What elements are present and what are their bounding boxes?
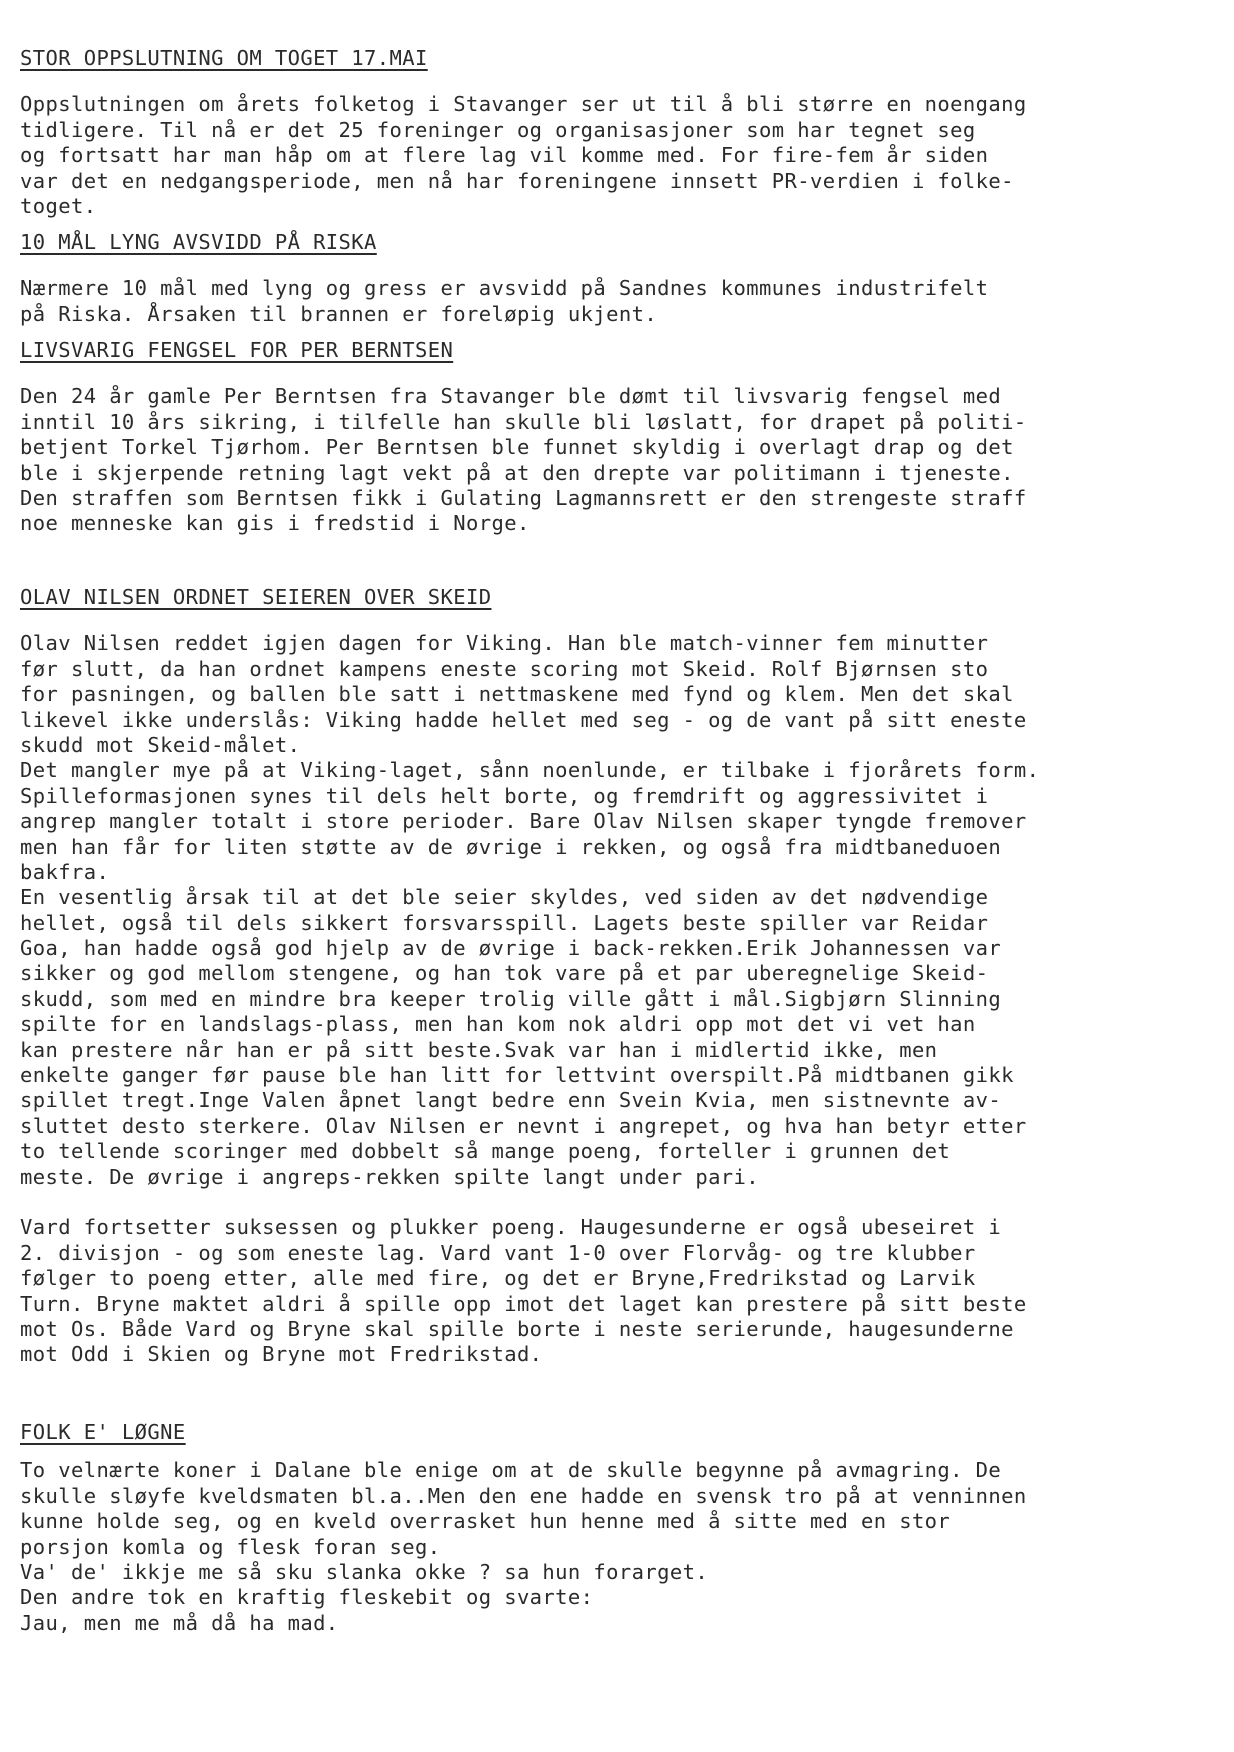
text-line: bakfra. — [20, 859, 110, 884]
text-line: for pasningen, og ballen ble satt i nettmaskene med fynd og klem. Men det skal — [20, 682, 1014, 707]
text-line: betjent Torkel Tjørhom. Per Berntsen ble funnet skyldig i overlagt drap og det — [20, 435, 1014, 460]
article-riska — [20, 230, 1210, 327]
text-line: på Riska. Årsaken til brannen er foreløpig ukjent. — [20, 301, 658, 326]
text-line: Turn. Bryne maktet aldri å spille opp imot det laget kan prestere på sitt beste — [20, 1291, 1027, 1316]
text-line: mot Odd i Skien og Bryne mot Fredrikstad. — [20, 1342, 543, 1367]
text-line: Goa, han hadde også god hjelp av de øvrige i back-rekken.Erik Johannessen var — [20, 936, 1002, 961]
article-viking-skeid — [20, 585, 1210, 1368]
text-line: Nærmere 10 mål med lyng og gress er avsvidd på Sandnes kommunes industrifelt — [20, 276, 989, 301]
text-line: sluttet desto sterkere. Olav Nilsen er nevnt i angrepet, og hva han betyr etter — [20, 1113, 1027, 1138]
text-line: skudd, som med en mindre bra keeper trolig ville gått i mål.Sigbjørn Slinning — [20, 986, 1002, 1011]
text-line: spilte for en landslags-plass, men han kom nok aldri opp mot det vi vet han — [20, 1012, 976, 1037]
article-folketog — [20, 46, 1210, 219]
text-line: før slutt, da han ordnet kampens eneste scoring mot Skeid. Rolf Bjørnsen sto — [20, 656, 989, 681]
text-line: og fortsatt har man håp om at flere lag vil komme med. For fire-fem år siden — [20, 143, 989, 168]
text-line: var det en nedgangsperiode, men nå har foreningene innsett PR-verdien i folke- — [20, 168, 1014, 193]
text-line: kunne holde seg, og en kveld overrasket hun henne med å sitte med en stor — [20, 1509, 951, 1534]
text-line: Det mangler mye på at Viking-laget, sånn noenlunde, er tilbake i fjorårets form. — [20, 758, 1040, 783]
text-line: toget. — [20, 193, 97, 218]
text-line: sikker og god mellom stengene, og han tok vare på et par uberegnelige Skeid- — [20, 961, 989, 986]
article-body — [20, 384, 1210, 536]
text-line: meste. De øvrige i angreps-rekken spilte langt under pari. — [20, 1164, 760, 1189]
text-line: noe menneske kan gis i fredstid i Norge. — [20, 511, 530, 536]
text-line: Oppslutningen om årets folketog i Stavanger ser ut til å bli større en noengang — [20, 92, 1027, 117]
article-body — [20, 1458, 1210, 1636]
text-line: 2. divisjon - og som eneste lag. Vard vant 1-0 over Florvåg- og tre klubber — [20, 1240, 976, 1265]
paragraph-gap — [20, 1190, 1210, 1215]
text-line: Olav Nilsen reddet igjen dagen for Viking. Han ble match-vinner fem minutter — [20, 631, 989, 656]
article-heading: FOLK E' LØGNE — [20, 1420, 186, 1444]
text-line: skudd mot Skeid-målet. — [20, 732, 301, 757]
text-line: Den 24 år gamle Per Berntsen fra Stavanger ble dømt til livsvarig fengsel med — [20, 384, 1002, 409]
text-line: spillet tregt.Inge Valen åpnet langt bedre enn Svein Kvia, men sistnevnte av- — [20, 1088, 1002, 1113]
article-body — [20, 631, 1210, 1367]
article-heading: STOR OPPSLUTNING OM TOGET 17.MAI — [20, 46, 428, 70]
article-folk-e-logne — [20, 1420, 1210, 1636]
text-line: tidligere. Til nå er det 25 foreninger og organisasjoner som har tegnet seg — [20, 117, 976, 142]
text-line: to tellende scoringer med dobbelt så mange poeng, forteller i grunnen det — [20, 1139, 951, 1164]
text-line: inntil 10 års sikring, i tilfelle han skulle bli løslatt, for drapet på politi- — [20, 409, 1027, 434]
text-line: skulle sløyfe kveldsmaten bl.a..Men den ene hadde en svensk tro på at venninnen — [20, 1483, 1027, 1508]
article-heading: LIVSVARIG FENGSEL FOR PER BERNTSEN — [20, 338, 454, 362]
article-berntsen — [20, 338, 1210, 537]
text-line: Spilleformasjonen synes til dels helt borte, og fremdrift og aggressivitet i — [20, 783, 989, 808]
text-line: Den andre tok en kraftig fleskebit og svarte: — [20, 1585, 594, 1610]
text-line: følger to poeng etter, alle med fire, og det er Bryne,Fredrikstad og Larvik — [20, 1266, 976, 1291]
text-line: ble i skjerpende retning lagt vekt på at den drepte var politimann i tjeneste. — [20, 460, 1014, 485]
text-line: kan prestere når han er på sitt beste.Svak var han i midlertid ikke, men — [20, 1037, 938, 1062]
text-line: Jau, men me må då ha mad. — [20, 1610, 339, 1635]
text-line: men han får for liten støtte av de øvrige i rekken, og også fra midtbaneduoen — [20, 834, 1002, 859]
article-body — [20, 276, 1210, 327]
text-line: En vesentlig årsak til at det ble seier skyldes, ved siden av det nødvendige — [20, 885, 989, 910]
article-body — [20, 92, 1210, 219]
text-line: Va' de' ikkje me så sku slanka okke ? sa hun forarget. — [20, 1559, 709, 1584]
text-line: Vard fortsetter suksessen og plukker poeng. Haugesunderne er også ubeseiret i — [20, 1215, 1002, 1240]
text-line: angrep mangler totalt i store perioder. Bare Olav Nilsen skaper tyngde fremover — [20, 809, 1027, 834]
article-heading: 10 MÅL LYNG AVSVIDD PÅ RISKA — [20, 230, 377, 254]
text-line: Den straffen som Berntsen fikk i Gulating Lagmannsrett er den strengeste straff — [20, 485, 1027, 510]
text-line: To velnærte koner i Dalane ble enige om at de skulle begynne på avmagring. De — [20, 1458, 1002, 1483]
text-line: hellet, også til dels sikkert forsvarsspill. Lagets beste spiller var Reidar — [20, 910, 989, 935]
text-line: mot Os. Både Vard og Bryne skal spille borte i neste serierunde, haugesunderne — [20, 1316, 1014, 1341]
text-line: enkelte ganger før pause ble han litt for lettvint overspilt.På midtbanen gikk — [20, 1063, 1014, 1088]
text-line: likevel ikke underslås: Viking hadde hellet med seg - og de vant på sitt eneste — [20, 707, 1027, 732]
article-heading: OLAV NILSEN ORDNET SEIEREN OVER SKEID — [20, 585, 492, 609]
text-line: porsjon komla og flesk foran seg. — [20, 1534, 441, 1559]
